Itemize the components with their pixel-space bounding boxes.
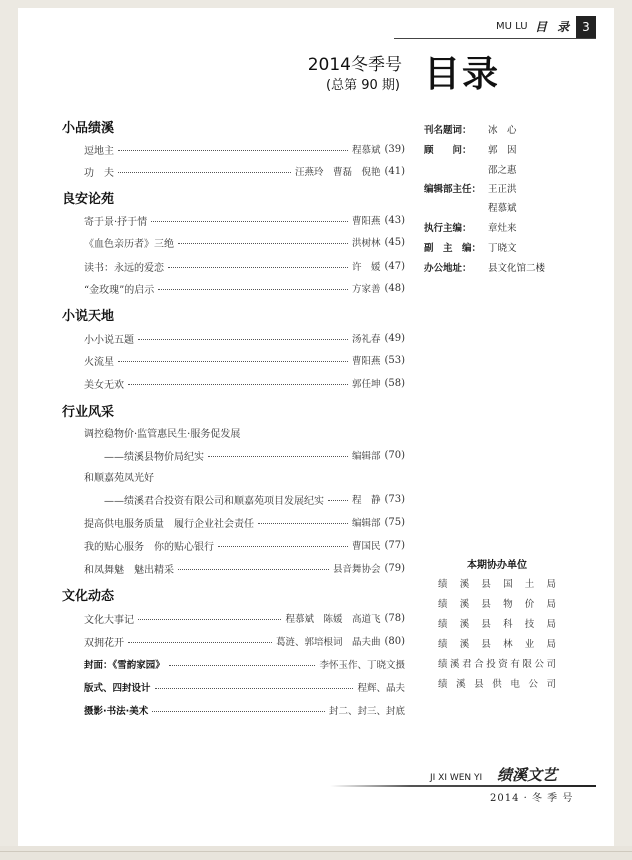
dot-leader [128, 384, 348, 385]
toc-entry-title: ——绩溪君合投资有限公司和顺嘉苑项目发展纪实 [104, 495, 324, 507]
toc-entry-page: (45) [384, 236, 405, 248]
coop-unit: 绩溪县科技局 [438, 619, 556, 630]
toc-entry-author: 郭任坤 [351, 379, 381, 390]
toc-entry-author: 李怀玉作、丁晓文摄 [319, 660, 405, 671]
staff-row [424, 260, 545, 276]
toc-entry[interactable] [84, 212, 405, 228]
dot-leader [118, 150, 348, 151]
section-heading: 良安论苑 [62, 192, 115, 207]
toc-entry-title: 和凤舞魅 魅出精采 [84, 564, 174, 576]
dot-leader [118, 361, 348, 362]
dot-leader [178, 243, 348, 244]
toc-entry-page: (47) [384, 260, 405, 272]
dot-leader [218, 546, 348, 547]
staff-role: 执行主编： [424, 223, 472, 234]
toc-entry-title: 封面：《雪韵家园》 [84, 660, 165, 671]
toc-entry-title: 版式、四封设计 [84, 683, 151, 694]
section-heading: 小品绩溪 [62, 121, 115, 136]
page-frame-bottom [0, 846, 632, 860]
staff-name: 丁晓文 [488, 243, 517, 254]
staff-row [424, 200, 517, 216]
dot-leader [168, 267, 348, 268]
dot-leader [328, 500, 348, 501]
toc-entry[interactable] [84, 330, 405, 346]
staff-name: 王正洪 [488, 184, 517, 195]
coop-unit: 绩溪县供电公司 [438, 679, 556, 690]
toc-entry-page: (39) [384, 143, 405, 155]
toc-entry-page: (77) [384, 539, 405, 551]
toc-entry-author: 葛涟、郭培根词 晶夫曲 [275, 637, 381, 648]
toc-entry[interactable] [84, 375, 405, 391]
toc-entry-author: 方家善 [351, 284, 381, 295]
toc-entry[interactable] [104, 447, 405, 463]
toc-entry[interactable] [84, 514, 405, 530]
toc-entry[interactable] [84, 610, 405, 626]
section-heading: 文化动态 [62, 589, 115, 604]
toc-entry-title: 读书：永远的爱恋 [84, 262, 164, 274]
staff-name: 郭 因 [488, 145, 517, 156]
staff-role: 顾 问： [424, 145, 472, 156]
dot-leader [138, 339, 348, 340]
dot-leader [128, 642, 272, 643]
toc-entry-title: 文化大事记 [84, 614, 134, 626]
header-cn: 目 录 [535, 20, 573, 34]
toc-entry[interactable] [84, 560, 405, 576]
staff-name: 程慕斌 [488, 203, 517, 214]
toc-entry-author: 编辑部 [351, 451, 381, 462]
toc-entry-title: “金玫瑰”的启示 [84, 284, 155, 296]
toc-entry[interactable] [104, 491, 405, 507]
staff-row [424, 240, 517, 256]
dot-leader [258, 523, 348, 524]
section-heading: 行业风采 [62, 405, 115, 420]
toc-entry-author: 县音舞协会 [332, 564, 381, 575]
toc-entry-title: 我的贴心服务 你的贴心银行 [84, 541, 214, 553]
toc-entry-page: (80) [384, 635, 405, 647]
toc-entry-page: (53) [384, 354, 405, 366]
toc-entry-page: (78) [384, 612, 405, 624]
footer-issue: 2014 · 冬 季 号 [490, 793, 574, 804]
toc-entry-page: (41) [384, 165, 405, 177]
toc-entry-page: (75) [384, 516, 405, 528]
staff-role: 刊名题词： [424, 125, 472, 136]
toc-entry-title: ——绩溪县物价局纪实 [104, 451, 204, 463]
dot-leader [178, 569, 329, 570]
staff-name: 冰 心 [488, 125, 517, 136]
toc-entry[interactable] [84, 163, 405, 179]
dot-leader [169, 665, 316, 666]
staff-role: 办公地址： [424, 263, 472, 274]
coop-unit: 绩溪君合投资有限公司 [438, 659, 556, 670]
page-frame-right [614, 0, 632, 860]
section-heading: 小说天地 [62, 309, 115, 324]
toc-entry-author: 程辉、晶夫 [357, 683, 405, 694]
dot-leader [151, 221, 348, 222]
staff-role: 副 主 编： [424, 243, 482, 254]
toc-entry-title: 摄影·书法·美术 [84, 706, 149, 717]
toc-entry[interactable] [84, 234, 405, 250]
toc-entry-title: 调控稳物价·监管惠民生·服务促发展 [84, 429, 241, 440]
coop-unit: 绩溪县国土局 [438, 579, 556, 590]
toc-entry-author: 编辑部 [351, 518, 381, 529]
page-frame-top [0, 0, 632, 8]
toc-entry-page: (48) [384, 282, 405, 294]
issue-number: (总第 90 期) [326, 78, 400, 93]
coop-unit: 绩溪县林业局 [438, 639, 556, 650]
toc-entry[interactable] [84, 258, 405, 274]
page-frame-bottom-line [0, 851, 632, 852]
toc-entry-page: (43) [384, 214, 405, 226]
page-title: 目录 [424, 54, 501, 95]
toc-entry-title: 和顺嘉苑凤光好 [84, 473, 154, 484]
toc-entry-title: 火流星 [84, 356, 114, 368]
toc-entry-author: 曹阳燕 [351, 356, 381, 367]
toc-entry-author: 封二、封三、封底 [328, 706, 405, 717]
footer-logo: 绩溪文艺 [497, 766, 558, 784]
page-number: 3 [576, 16, 596, 38]
dot-leader [152, 711, 325, 712]
staff-row [424, 142, 517, 158]
toc-entry[interactable] [84, 656, 405, 672]
toc-entry-page: (49) [384, 332, 405, 344]
toc-entry-title: 提高供电服务质量 履行企业社会责任 [84, 518, 254, 530]
toc-entry-title: 逗地主 [84, 145, 114, 157]
toc-entry-title: 美女无欢 [84, 379, 124, 391]
footer-en: JI XI WEN YI [430, 773, 483, 783]
toc-entry[interactable] [84, 469, 405, 485]
toc-entry[interactable] [84, 537, 405, 553]
staff-name: 邵之惠 [488, 165, 517, 176]
toc-entry-author: 许 媛 [351, 262, 381, 273]
toc-entry-title: 《血色亲历者》三绝 [84, 238, 174, 250]
toc-entry-author: 曹国民 [351, 541, 381, 552]
toc-entry-title: 小小说五题 [84, 334, 134, 346]
coop-unit: 绩溪县物价局 [438, 599, 556, 610]
page-frame-left [0, 0, 18, 860]
staff-row [424, 162, 517, 178]
dot-leader [208, 456, 348, 457]
toc-entry-author: 程慕斌 [351, 145, 381, 156]
footer-rule [330, 785, 596, 787]
toc-entry[interactable] [84, 425, 405, 441]
dot-leader [158, 289, 348, 290]
staff-row [424, 122, 517, 138]
toc-entry-page: (79) [384, 562, 405, 574]
toc-entry-title: 双拥花开 [84, 637, 124, 649]
toc-entry-author: 汪燕玲 曹磊 倪艳 [294, 167, 381, 178]
staff-name: 县文化馆二楼 [488, 263, 546, 274]
toc-entry-title: 寄于景·抒于情 [84, 216, 148, 228]
staff-role: 编辑部主任： [424, 184, 482, 195]
toc-entry[interactable] [84, 702, 405, 718]
toc-entry-author: 程慕斌 陈媛 高道飞 [285, 614, 381, 625]
toc-entry-author: 洪树林 [351, 238, 381, 249]
dot-leader [138, 619, 281, 620]
coop-title: 本期协办单位 [467, 560, 527, 571]
toc-entry-page: (70) [384, 449, 405, 461]
toc-entry-author: 曹阳燕 [351, 216, 381, 227]
toc-entry[interactable] [84, 352, 405, 368]
toc-entry[interactable] [84, 679, 405, 695]
dot-leader [155, 688, 354, 689]
staff-name: 章灶来 [488, 223, 517, 234]
toc-entry[interactable] [84, 633, 405, 649]
header-mulu: MU LU [496, 21, 528, 32]
toc-entry-author: 汤礼春 [351, 334, 381, 345]
toc-entry[interactable] [84, 141, 405, 157]
issue-label: 2014冬季号 [307, 55, 402, 75]
header-rule [394, 38, 596, 39]
toc-entry-author: 程 静 [351, 495, 381, 506]
toc-entry[interactable] [84, 280, 405, 296]
dot-leader [118, 172, 291, 173]
staff-row [424, 181, 517, 197]
toc-entry-page: (73) [384, 493, 405, 505]
toc-entry-title: 功 夫 [84, 167, 114, 179]
staff-row [424, 220, 517, 236]
toc-entry-page: (58) [384, 377, 405, 389]
